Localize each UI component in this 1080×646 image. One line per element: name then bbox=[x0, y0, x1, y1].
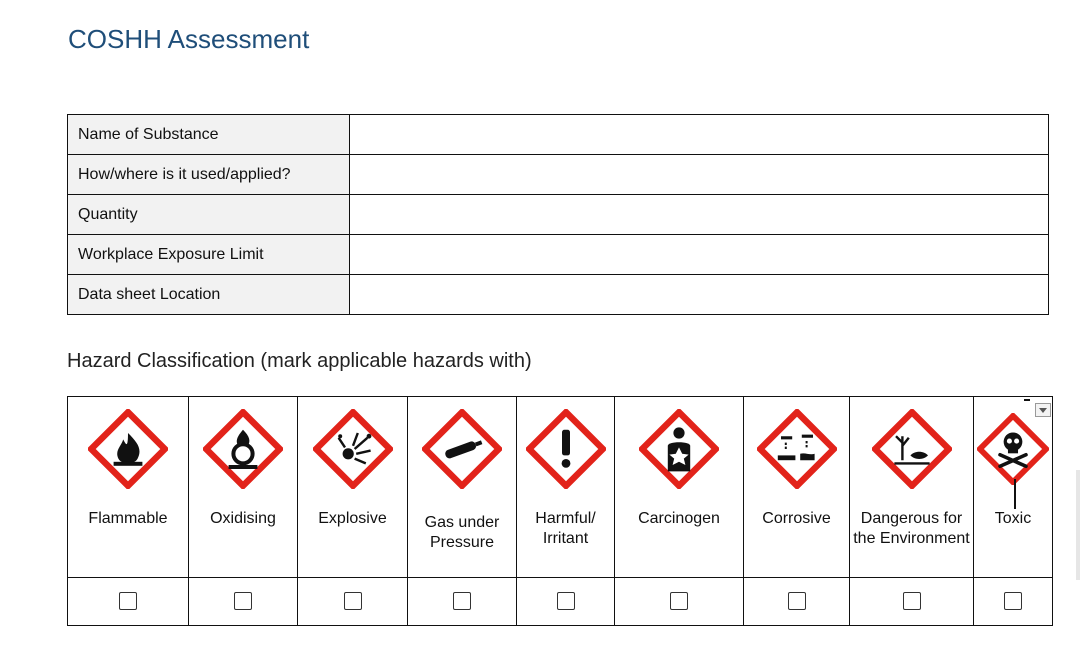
hazard-cell-flammable bbox=[68, 397, 189, 578]
substance-info-table bbox=[67, 114, 1049, 315]
hazard-cell-oxidising bbox=[189, 397, 298, 578]
checkbox-cell bbox=[744, 578, 850, 626]
hazard-label-gas-under-pressure: Gas under Pressure bbox=[424, 514, 500, 551]
hazard-table bbox=[67, 396, 1053, 626]
row-label-name-of-substance: Name of Substance bbox=[68, 115, 350, 155]
hazard-label-toxic: Toxic bbox=[994, 510, 1032, 527]
checkbox-cell bbox=[974, 578, 1053, 626]
hazard-label-corrosive: Corrosive bbox=[762, 510, 831, 527]
flammable-icon bbox=[88, 409, 168, 489]
oxidising-icon bbox=[203, 409, 283, 489]
hazard-label-carcinogen: Carcinogen bbox=[638, 510, 720, 527]
checkbox-cell bbox=[850, 578, 974, 626]
skull-crossbones-icon bbox=[977, 413, 1049, 485]
checkbox-cell bbox=[298, 578, 408, 626]
hazard-cell-harmful-irritant bbox=[517, 397, 615, 578]
name-of-substance-field[interactable] bbox=[350, 115, 1049, 155]
checkbox-cell bbox=[189, 578, 298, 626]
hazard-label-explosive: Explosive bbox=[318, 510, 387, 527]
table-row bbox=[68, 195, 1049, 235]
row-label-usage: How/where is it used/applied? bbox=[68, 155, 350, 195]
environment-icon bbox=[872, 409, 952, 489]
explosive-icon bbox=[313, 409, 393, 489]
health-hazard-icon bbox=[639, 409, 719, 489]
hazard-label-environment: Dangerous for the Environment bbox=[853, 510, 970, 547]
selection-dash bbox=[1024, 399, 1030, 401]
resize-handle[interactable] bbox=[1014, 479, 1016, 509]
row-label-datasheet-location: Data sheet Location bbox=[68, 275, 350, 315]
scrollbar-edge bbox=[1076, 470, 1080, 580]
checkbox-flammable[interactable] bbox=[119, 592, 137, 610]
hazard-cell-gas-under-pressure bbox=[408, 397, 517, 578]
checkbox-oxidising[interactable] bbox=[234, 592, 252, 610]
checkbox-explosive[interactable] bbox=[344, 592, 362, 610]
row-label-quantity: Quantity bbox=[68, 195, 350, 235]
quantity-field[interactable] bbox=[350, 195, 1049, 235]
hazard-cell-carcinogen bbox=[615, 397, 744, 578]
hazard-cell-corrosive bbox=[744, 397, 850, 578]
exposure-limit-field[interactable] bbox=[350, 235, 1049, 275]
exclamation-icon bbox=[526, 409, 606, 489]
hazard-classification-heading: Hazard Classification (mark applicable hazards with) bbox=[67, 350, 532, 372]
hazard-label-harmful-irritant: Harmful/ Irritant bbox=[535, 510, 596, 547]
corrosive-icon bbox=[757, 409, 837, 489]
checkbox-toxic[interactable] bbox=[1004, 592, 1022, 610]
chevron-down-icon[interactable] bbox=[1035, 403, 1051, 417]
datasheet-location-field[interactable] bbox=[350, 275, 1049, 315]
table-row bbox=[68, 115, 1049, 155]
gas-cylinder-icon bbox=[422, 409, 502, 489]
hazard-cell-environment bbox=[850, 397, 974, 578]
hazard-cell-toxic bbox=[974, 397, 1053, 578]
checkbox-environment[interactable] bbox=[903, 592, 921, 610]
hazard-label-flammable: Flammable bbox=[88, 510, 168, 527]
row-label-exposure-limit: Workplace Exposure Limit bbox=[68, 235, 350, 275]
checkbox-corrosive[interactable] bbox=[788, 592, 806, 610]
table-row bbox=[68, 275, 1049, 315]
table-row bbox=[68, 155, 1049, 195]
checkbox-cell bbox=[68, 578, 189, 626]
checkbox-harmful-irritant[interactable] bbox=[557, 592, 575, 610]
usage-field[interactable] bbox=[350, 155, 1049, 195]
hazard-label-oxidising: Oxidising bbox=[210, 510, 276, 527]
page-title: COSHH Assessment bbox=[68, 24, 310, 54]
checkbox-carcinogen[interactable] bbox=[670, 592, 688, 610]
checkbox-gas-under-pressure[interactable] bbox=[453, 592, 471, 610]
table-row bbox=[68, 235, 1049, 275]
checkbox-cell bbox=[408, 578, 517, 626]
hazard-cell-explosive bbox=[298, 397, 408, 578]
checkbox-cell bbox=[615, 578, 744, 626]
checkbox-cell bbox=[517, 578, 615, 626]
